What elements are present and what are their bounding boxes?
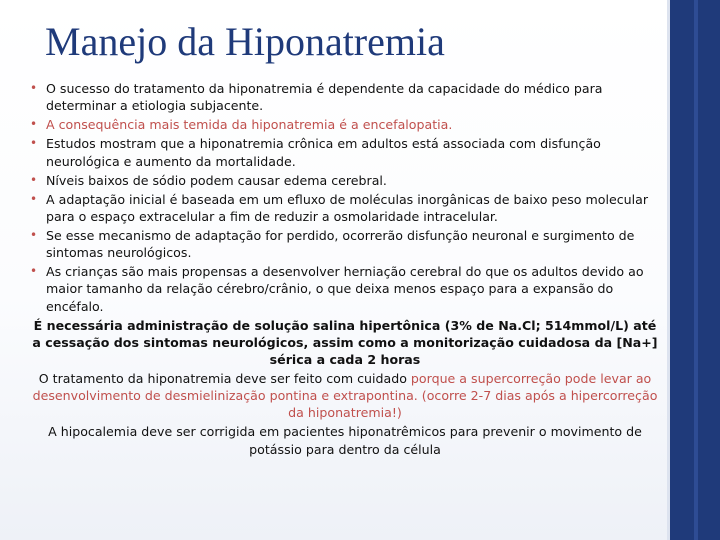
- bullet-text: Níveis baixos de sódio podem causar edema cerebral.: [46, 172, 387, 188]
- bullet-item: [30, 227, 660, 261]
- bullet-text-highlight: A consequência mais temida da hiponatremia é a encefalopatia.: [46, 117, 453, 133]
- saline-text: É necessária administração de solução salina hipertônica (3% de Na.Cl; 514mmol/L) até a cessação dos sintomas neurológicos, assim como a monitorização cuidadosa da [Na+] sérica a cada 2 horas: [32, 317, 658, 367]
- bullet-icon: •: [30, 81, 38, 95]
- treatment-text-main: O tratamento da hiponatremia deve ser feito com cuidado: [38, 371, 407, 386]
- bullet-item: [30, 172, 660, 189]
- bullet-icon: •: [30, 172, 38, 187]
- bullet-icon: •: [30, 191, 38, 206]
- bullet-icon: •: [30, 264, 38, 279]
- treatment-text-warning: porque a supercorreção pode levar ao desenvolvimento de desmielinização pontina e extrapontina. (ocorre 2-7 dias após a hipercorreção da hiponatremia!): [32, 371, 658, 421]
- bullet-text: A adaptação inicial é baseada em um efluxo de moléculas inorgânicas de baixo peso molecular para o espaço extracelular a fim de reduzir a osmolaridade intracelular.: [46, 191, 649, 224]
- hypokalemia-text: A hipocalemia deve ser corrigida em pacientes hiponatrêmicos para prevenir o movimento de potássio para dentro da célula: [48, 424, 642, 457]
- bullet-text: Estudos mostram que a hiponatremia crônica em adultos está associada com disfunção neurológica e aumento da mortalidade.: [46, 136, 601, 169]
- treatment-text: [30, 370, 660, 421]
- bullet-list: [30, 80, 660, 315]
- slide-content: [30, 80, 660, 458]
- treatment-paragraph: [30, 370, 660, 421]
- bullet-item: [30, 116, 660, 133]
- bullet-icon: •: [30, 117, 38, 132]
- bullet-text: Se esse mecanismo de adaptação for perdido, ocorrerão disfunção neuronal e surgimento de sintomas neurológicos.: [46, 228, 635, 261]
- bullet-text: As crianças são mais propensas a desenvolver herniação cerebral do que os adultos devido ao maior tamanho da relação cérebro/crânio, o que deixa menos espaço para a expansão do encéfalo.: [46, 264, 644, 314]
- bullet-text: O sucesso do tratamento da hiponatremia é dependente da capacidade do médico para determinar a etiologia subjacente.: [46, 81, 603, 114]
- hypokalemia-paragraph: [30, 423, 660, 457]
- slide-title: Manejo da Hiponatremia: [45, 19, 445, 64]
- sidebar-stripe: [694, 0, 698, 540]
- saline-paragraph: [30, 317, 660, 368]
- bullet-item: [30, 80, 660, 114]
- bullet-item: [30, 191, 660, 225]
- bullet-icon: •: [30, 228, 38, 242]
- bullet-icon: •: [30, 136, 38, 151]
- bullet-item: [30, 135, 660, 169]
- bullet-item: [30, 263, 660, 314]
